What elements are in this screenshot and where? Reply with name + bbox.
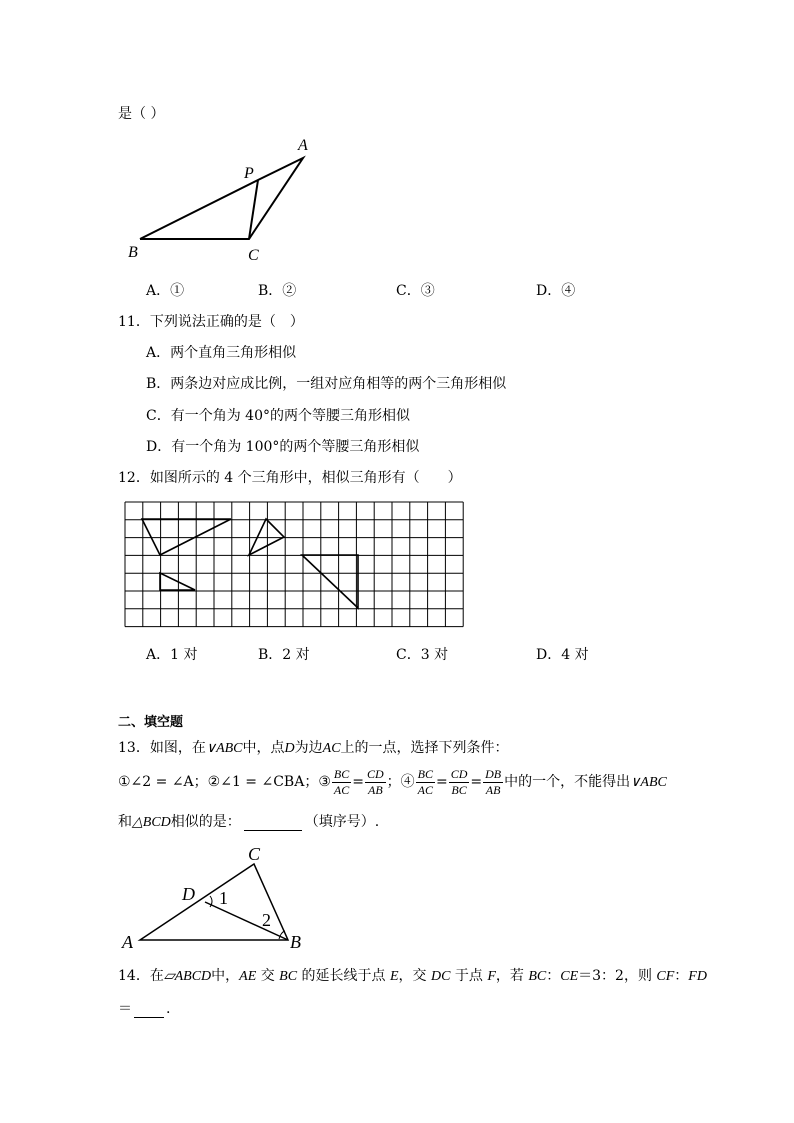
q14-segment-fd: FD [688,969,707,984]
q14-text: 交 [256,968,280,984]
q14-answer-blank[interactable] [134,1001,164,1018]
q14-text: 的延长线于点 [297,968,390,984]
q14-text: . [166,1001,171,1017]
q13-triangle-abc: ∨ABC [205,741,243,756]
q13-line-1 [118,737,509,757]
q14-colon: ： [674,968,689,984]
q14-text: 14．在 [118,968,164,984]
q14-segment-ce: CE [560,969,579,984]
q14-segment-cf: CF [656,969,675,984]
q12-triangle-3 [160,573,195,590]
q13-condition-4-label: ④ [400,774,415,790]
q14-text: 于点 [450,968,488,984]
q14-colon: ： [546,968,561,984]
q13-triangle-abc-2: ∨ABC [630,775,667,790]
q11-option-b[interactable]: B．两条边对应成比例，一组对应角相等的两个三角形相似 [146,376,507,392]
q11-option-c[interactable]: C．有一个角为 40°的两个等腰三角形相似 [146,408,410,424]
q13-label-c: C [248,844,261,864]
q13-text: 和 [118,814,132,830]
q13-text: 13．如图，在 [118,740,206,756]
q13-text: 为边 [294,740,323,756]
q13-equals: = [352,774,364,790]
q10-label-a: A [298,137,308,154]
q13-fraction-bc-ac-2: $\frac{BC}{AC}$ [417,766,433,797]
q14-text: 中， [211,968,240,984]
q13-condition-3-label: ③ [318,774,331,790]
q14-point-e: E [389,969,399,984]
q11-option-d[interactable]: D．有一个角为 100°的两个等腰三角形相似 [146,439,420,455]
q14-text: ＝ [118,1001,132,1017]
q13-equals: = [436,774,448,790]
q10-stem-tail: 是（ ） [118,106,165,122]
q10-option-d[interactable]: D．④ [536,283,576,299]
q11-option-a[interactable]: A．两个直角三角形相似 [146,345,297,361]
q13-label-a: A [122,932,133,952]
q13-separator: ； [386,774,401,790]
q10-option-a[interactable]: A．① [146,283,185,299]
q14-segment-ae: AE [239,969,257,984]
q14-segment-dc: DC [430,969,451,984]
q12-option-b[interactable]: B．2 对 [258,647,310,663]
q12-triangle-1 [142,519,231,555]
q10-triangle-figure [118,130,338,270]
q13-point-d: D [284,741,295,756]
q13-triangle-figure [118,838,318,953]
q12-option-d[interactable]: D．4 对 [536,647,589,663]
q14-segment-bc-2: BC [528,969,547,984]
q13-segment-ac: AC [322,741,341,756]
q14-text: ＝3：2，则 [578,968,657,984]
q13-equals: = [470,774,483,790]
q13-text: （填序号）. [304,814,380,830]
q14-text: ，若 [495,968,529,984]
q14-point-f: F [487,969,496,984]
q13-text: 中的一个，不能得出 [504,774,631,790]
q12-stem: 12．如图所示的 4 个三角形中，相似三角形有（ ） [118,470,462,486]
q13-condition-1: ①∠2 = ∠A； [118,774,208,790]
q13-line-3 [118,811,379,831]
q13-fraction-bc-ac: $\frac{BC}{AC}$ [333,766,350,797]
q13-angle-1-label: 1 [219,888,228,908]
q13-label-b: B [290,932,301,952]
q10-option-b[interactable]: B．② [258,283,297,299]
q13-condition-2: ②∠1 = ∠CBA； [207,774,319,790]
q12-option-a[interactable]: A．1 对 [146,647,198,663]
q13-label-d: D [182,884,195,904]
q10-label-b: B [128,244,138,261]
q13-triangle-bcd: △BCD [132,815,171,830]
q12-triangle-2 [249,519,284,555]
q12-grid-figure [124,501,470,631]
q14-parallelogram: ▱ABCD [163,969,212,984]
q14-segment-bc: BC [279,969,298,984]
q12-triangle-4 [302,555,358,608]
q14-line-1 [118,965,707,985]
q13-fraction-db-ab: $\frac{DB}{AB}$ [485,766,502,797]
q14-text: ，交 [398,968,431,984]
q12-option-c[interactable]: C．3 对 [396,647,449,663]
q10-option-c[interactable]: C．③ [396,283,435,299]
q10-label-c: C [248,247,259,264]
q13-line-2 [118,763,667,802]
q11-stem: 11．下列说法正确的是（ ） [118,314,304,330]
q13-fraction-cd-ab: $\frac{CD}{AB}$ [366,766,384,797]
q14-line-2 [118,998,170,1018]
section-title: 二、填空题 [118,715,184,730]
q13-text: 相似的是： [170,814,241,830]
q13-text: 上的一点，选择下列条件： [340,740,509,756]
q13-fraction-cd-bc: $\frac{CD}{BC}$ [450,766,468,797]
q13-angle-2-label: 2 [262,910,271,930]
q10-label-p: P [244,165,254,182]
q13-text: 中，点 [242,740,285,756]
q13-answer-blank[interactable] [244,814,302,831]
